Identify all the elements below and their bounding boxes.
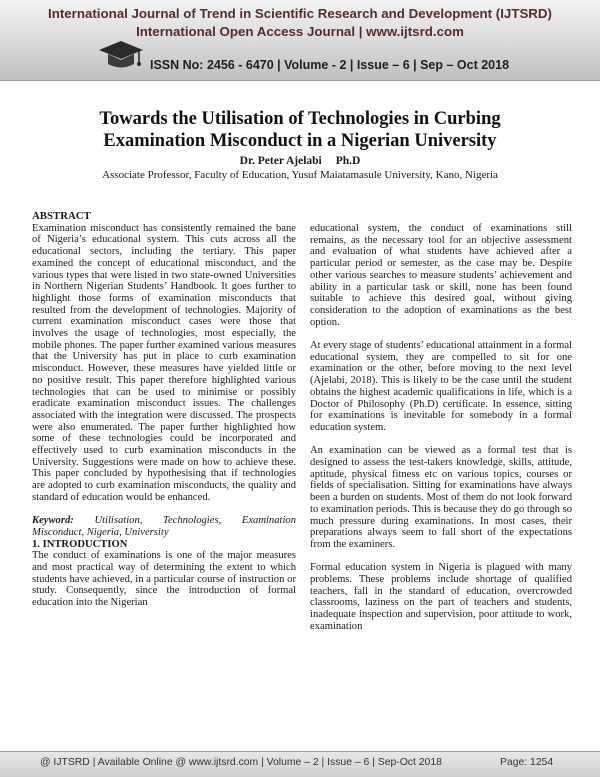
issn-line: ISSN No: 2456 - 6470 | Volume - 2 | Issue – 6 | Sep – Oct 2018 xyxy=(150,58,510,72)
right-paragraph-2: At every stage of students’ educational attainment in a formal educational system, they are compelled to sit for one examination or the other, before moving to the next level (Ajelabi, 2018). This is likely to be the case until the student obtains the highest academic qualifications in life, which is a Doctor of Philosophy (Ph.D) certificate. In essence, sitting for examinations is inevitable for somebody in a formal education system. xyxy=(310,340,572,433)
right-column xyxy=(310,223,572,633)
keywords-text: Utilisation, Technologies, Examination Misconduct, Nigeria, University xyxy=(32,515,297,538)
left-column xyxy=(32,211,296,609)
right-paragraph-1: educational system, the conduct of examinations still remains, as the necessary tool for an objective assessment and evaluation of what students have achieved after a particular period or semester, as the case may be. Despite other various searches to measure students’ achievement and ability in a particular task or skill, none has been found suitable to achieve this desired goal, without giving consideration to the adoption of examinations as the best option. xyxy=(310,223,572,328)
abstract-body: Examination misconduct has consistently remained the bane of Nigeria’s educational system. This cuts across all the educational sectors, including the tertiary. This paper examined the concept of educational misconduct, and the various types that were listed in two state-owned Universities in Northern Nigerian Students’ Handbook. It goes further to highlight those forms of examination misconducts that resulted from the development of technologies. Majority of current examination misconduct cases were those that involves the usage of technologies, most especially, the mobile phones. The paper further examined various measures that the University has put in place to curb examination misconduct. However, these measures have yielded little or no positive result. This paper therefore highlighted various technologies that can be used to minimise or possibly eradicate examination misconduct issues. The challenges associated with the integration were discussed. The prospects were also enumerated. The paper further highlighted how some of these technologies could be incorporated and effectively used to curb examination misconducts in the University. Suggestions were made on how to achieve these. This paper concluded by hypothesising that if technologies are adopted to curb examination misconducts, the quality and standard of education would be enhanced. xyxy=(32,222,296,503)
page-number: Page: 1254 xyxy=(500,757,554,768)
journal-subtitle: International Open Access Journal | www.ijtsrd.com xyxy=(136,24,464,39)
author-affiliation: Associate Professor, Faculty of Education, Yusuf Maiatamasule University, Kano, Nigeria xyxy=(102,169,498,181)
page-footer xyxy=(0,751,600,777)
footer-text: @ IJTSRD | Available Online @ www.ijtsrd.com | Volume – 2 | Issue – 6 | Sep-Oct 2018 xyxy=(40,757,442,768)
introduction-paragraph: The conduct of examinations is one of the major measures and most practical way of determining the extent to which students have achieved, in a particular course of instruction or study. Consequently, since the introduction of formal education into the Nigerian xyxy=(32,550,296,609)
journal-header xyxy=(0,0,600,90)
paper-title-line-1: Towards the Utilisation of Technologies in Curbing xyxy=(99,109,501,129)
keywords-label: Keyword: xyxy=(32,515,74,527)
journal-name: International Journal of Trend in Scientific Research and Development (IJTSRD) xyxy=(48,6,552,21)
abstract-heading: ABSTRACT xyxy=(32,210,91,222)
right-paragraph-4: Formal education system in Nigeria is plagued with many problems. These problems include shortage of qualified teachers, fall in the standard of education, overcrowded classrooms, laziness on the part of teachers and students, inadequate inspection and supervision, poor attitude to work, examination xyxy=(310,562,572,632)
author-name: Dr. Peter Ajelabi xyxy=(239,155,322,167)
keywords xyxy=(32,515,296,538)
introduction-heading: 1. INTRODUCTION xyxy=(32,538,128,550)
paper-title-line-2: Examination Misconduct in a Nigerian University xyxy=(103,131,497,151)
graduation-cap-icon xyxy=(98,39,144,73)
author-line xyxy=(0,155,600,167)
author-degree: Ph.D xyxy=(335,155,361,167)
right-paragraph-3: An examination can be viewed as a formal test that is designed to assess the test-takers knowledge, skills, attitude, aptitude, physical fitness etc on various topics, courses or fields of specialisation. Sitting for examinations have always been a burden on students. Most of them do not look forward to examination periods. This is because they do go through so much pressure during examinations. In most cases, their preparations always seem to fall short of the expectations from the examiners. xyxy=(310,445,572,550)
